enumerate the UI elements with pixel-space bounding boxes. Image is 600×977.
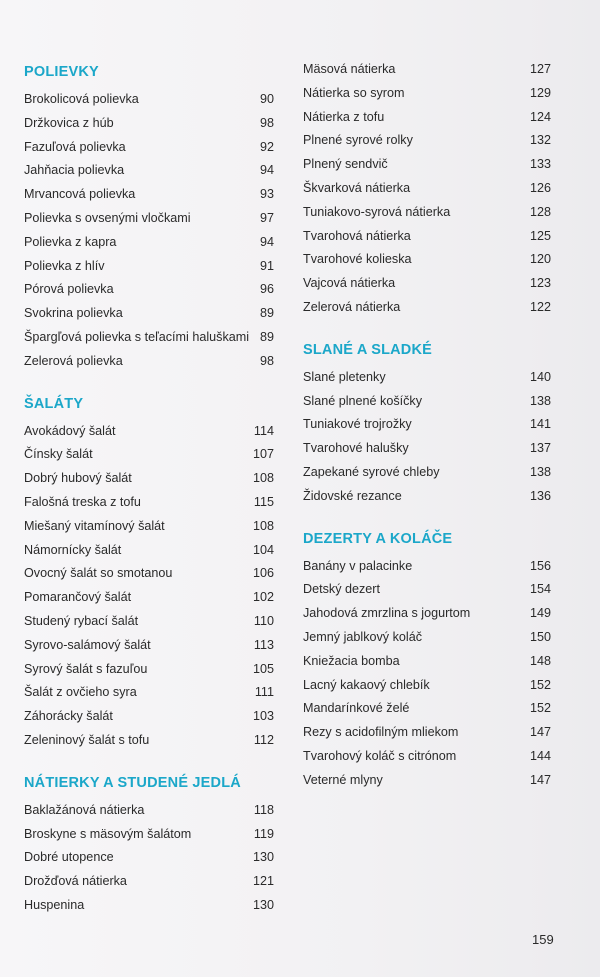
- recipe-page-number: 140: [529, 369, 551, 384]
- recipe-page-number: 152: [529, 677, 551, 692]
- recipe-page-number: 148: [529, 653, 551, 668]
- recipe-page-number: 154: [529, 582, 551, 597]
- recipe-page-number: 121: [252, 874, 274, 889]
- recipe-name: Tvarohové halušky: [303, 441, 409, 456]
- section-title: DEZERTY A KOLÁČE: [303, 530, 453, 547]
- recipe-name: Tvarohové kolieska: [303, 252, 412, 267]
- index-entry: [24, 610, 274, 634]
- index-entry: [24, 326, 274, 350]
- recipe-page-number: 108: [252, 518, 274, 533]
- recipe-page-number: 122: [529, 299, 551, 314]
- recipe-name: Vajcová nátierka: [303, 276, 396, 291]
- recipe-name: Broskyne s mäsovým šalátom: [24, 826, 192, 841]
- index-entry: [24, 515, 274, 539]
- recipe-page-number: 147: [529, 725, 551, 740]
- recipe-name: Syrovo-salámový šalát: [24, 637, 151, 652]
- entry-list: [24, 420, 274, 753]
- index-entry: [303, 437, 551, 461]
- recipe-page-number: 105: [252, 661, 274, 676]
- recipe-page-number: 124: [529, 109, 551, 124]
- recipe-name: Detský dezert: [303, 582, 380, 597]
- recipe-name: Slané pletenky: [303, 369, 386, 384]
- recipe-name: Drožďová nátierka: [24, 874, 127, 889]
- recipe-page-number: 115: [253, 494, 274, 509]
- index-entry: [303, 485, 551, 509]
- recipe-name: Syrový šalát s fazuľou: [24, 661, 148, 676]
- recipe-page-number: 91: [259, 258, 274, 273]
- recipe-page-number: 136: [529, 488, 551, 503]
- section-title: NÁTIERKY A STUDENÉ JEDLÁ: [24, 774, 241, 791]
- index-entry: [303, 674, 551, 698]
- index-entry: [24, 231, 274, 255]
- index-entry: [303, 650, 551, 674]
- recipe-name: Zeleninový šalát s tofu: [24, 732, 150, 747]
- index-entry: [24, 159, 274, 183]
- recipe-name: Zapekané syrové chleby: [303, 464, 440, 479]
- section-title: POLIEVKY: [24, 64, 99, 80]
- recipe-name: Čínsky šalát: [24, 447, 93, 462]
- recipe-name: Mrvancová polievka: [24, 187, 136, 202]
- index-entry: [24, 705, 274, 729]
- recipe-name: Avokádový šalát: [24, 423, 116, 438]
- recipe-name: Mäsová nátierka: [303, 62, 396, 76]
- index-column-left: [24, 62, 274, 918]
- index-entry: [303, 272, 551, 296]
- recipe-name: Dobrý hubový šalát: [24, 471, 132, 486]
- index-entry: [24, 112, 274, 136]
- recipe-page-number: 90: [259, 92, 274, 106]
- recipe-name: Huspenina: [24, 897, 85, 912]
- recipe-name: Ovocný šalát so smotanou: [24, 566, 173, 581]
- recipe-page-number: 94: [259, 234, 274, 249]
- recipe-page-number: 149: [529, 606, 551, 621]
- recipe-page-number: 110: [253, 613, 274, 628]
- entry-list: [24, 88, 274, 374]
- recipe-name: Pórová polievka: [24, 282, 114, 297]
- recipe-name: Námornícky šalát: [24, 542, 122, 557]
- index-entry: [303, 106, 551, 130]
- recipe-page-number: 120: [529, 252, 551, 267]
- recipe-name: Zelerová polievka: [24, 353, 123, 368]
- recipe-name: Tvarohový koláč s citrónom: [303, 748, 457, 763]
- recipe-page-number: 144: [529, 748, 551, 763]
- recipe-name: Slané plnené košíčky: [303, 393, 423, 408]
- recipe-page-number: 138: [529, 464, 551, 479]
- recipe-page-number: 108: [252, 471, 274, 486]
- recipe-page-number: 132: [529, 133, 551, 148]
- index-entry: [24, 207, 274, 231]
- section-savory-sweet: [303, 340, 551, 509]
- index-entry: [303, 153, 551, 177]
- index-entry: [24, 302, 274, 326]
- recipe-name: Tvarohová nátierka: [303, 228, 411, 243]
- recipe-page-number: 128: [529, 204, 551, 219]
- index-entry: [24, 870, 274, 894]
- index-entry: [24, 350, 274, 374]
- recipe-name: Falošná treska z tofu: [24, 494, 141, 509]
- section-salads: [24, 394, 274, 753]
- recipe-name: Rezy s acidofilným mliekom: [303, 725, 459, 740]
- recipe-name: Mandarínkové želé: [303, 701, 410, 716]
- index-entry: [24, 539, 274, 563]
- recipe-name: Nátierka z tofu: [303, 109, 385, 124]
- recipe-name: Záhorácky šalát: [24, 709, 113, 724]
- recipe-name: Škvarková nátierka: [303, 180, 411, 195]
- recipe-page-number: 114: [253, 423, 274, 438]
- index-entry: [24, 420, 274, 444]
- recipe-name: Jemný jablkový koláč: [303, 629, 422, 644]
- index-entry: [24, 562, 274, 586]
- recipe-name: Svokrina polievka: [24, 306, 123, 321]
- recipe-name: Plnené syrové rolky: [303, 133, 413, 148]
- recipe-name: Polievka z kapra: [24, 234, 117, 249]
- recipe-page-number: 98: [259, 115, 274, 130]
- index-entry: [24, 681, 274, 705]
- recipe-page-number: 156: [529, 558, 551, 573]
- recipe-name: Fazuľová polievka: [24, 139, 126, 154]
- section-title: SLANÉ A SLADKÉ: [303, 341, 433, 358]
- recipe-name: Židovské rezance: [303, 488, 402, 503]
- index-entry: [303, 129, 551, 153]
- recipe-name: Tuniakovo-syrová nátierka: [303, 204, 451, 219]
- recipe-name: Jahodová zmrzlina s jogurtom: [303, 606, 471, 621]
- recipe-name: Veterné mlyny: [303, 772, 383, 787]
- index-entry: [24, 894, 274, 918]
- section-soups: [24, 62, 274, 374]
- recipe-name: Špargľová polievka s teľacími haluškami: [24, 329, 250, 344]
- entry-list: [24, 799, 274, 918]
- index-entry: [303, 745, 551, 769]
- recipe-page-number: 106: [252, 566, 274, 581]
- recipe-name: Lacný kakaový chlebík: [303, 677, 430, 692]
- recipe-page-number: 123: [529, 276, 551, 291]
- index-entry: [24, 278, 274, 302]
- index-column-right: [303, 58, 551, 793]
- index-entry: [303, 225, 551, 249]
- recipe-page-number: 102: [252, 590, 274, 605]
- recipe-page-number: 127: [529, 62, 551, 76]
- recipe-page-number: 112: [253, 732, 274, 747]
- recipe-page-number: 107: [252, 447, 274, 462]
- index-entry: [24, 586, 274, 610]
- recipe-page-number: 130: [252, 850, 274, 865]
- recipe-name: Zelerová nátierka: [303, 299, 401, 314]
- index-entry: [303, 296, 551, 320]
- recipe-name: Dobré utopence: [24, 850, 114, 865]
- recipe-page-number: 129: [529, 85, 551, 100]
- recipe-page-number: 152: [529, 701, 551, 716]
- recipe-page-number: 119: [253, 826, 274, 841]
- index-entry: [303, 58, 551, 82]
- recipe-page-number: 93: [259, 187, 274, 202]
- section-desserts: [303, 529, 551, 793]
- index-entry: [24, 443, 274, 467]
- index-entry: [303, 697, 551, 721]
- index-entry: [303, 721, 551, 745]
- entry-list: [303, 555, 551, 793]
- recipe-page-number: 130: [252, 897, 274, 912]
- recipe-page-number: 97: [259, 210, 274, 225]
- recipe-name: Pomarančový šalát: [24, 590, 132, 605]
- recipe-name: Šalát z ovčieho syra: [24, 685, 137, 700]
- index-entry: [303, 769, 551, 793]
- recipe-name: Plnený sendvič: [303, 157, 388, 172]
- index-entry: [303, 82, 551, 106]
- index-entry: [24, 846, 274, 870]
- recipe-name: Miešaný vitamínový šalát: [24, 518, 165, 533]
- index-entry: [303, 602, 551, 626]
- recipe-page-number: 138: [529, 393, 551, 408]
- index-entry: [24, 823, 274, 847]
- recipe-page-number: 125: [529, 228, 551, 243]
- recipe-page-number: 89: [259, 306, 274, 321]
- recipe-page-number: 96: [259, 282, 274, 297]
- section-spreads: [24, 773, 274, 918]
- recipe-page-number: 113: [253, 637, 274, 652]
- index-entry: [24, 729, 274, 753]
- recipe-name: Jahňacia polievka: [24, 163, 125, 178]
- page-number: 159: [532, 932, 554, 947]
- recipe-name: Baklažánová nátierka: [24, 802, 145, 817]
- recipe-name: Brokolicová polievka: [24, 92, 139, 106]
- recipe-page-number: 111: [254, 685, 274, 700]
- index-entry: [303, 578, 551, 602]
- index-entry: [24, 634, 274, 658]
- index-entry: [303, 413, 551, 437]
- recipe-page-number: 94: [259, 163, 274, 178]
- recipe-page-number: 126: [529, 180, 551, 195]
- recipe-page-number: 150: [529, 629, 551, 644]
- index-entry: [24, 491, 274, 515]
- recipe-name: Polievka s ovsenými vločkami: [24, 210, 191, 225]
- recipe-page-number: 133: [529, 157, 551, 172]
- index-entry: [303, 555, 551, 579]
- recipe-page-number: 92: [259, 139, 274, 154]
- index-entry: [24, 183, 274, 207]
- index-entry: [303, 177, 551, 201]
- recipe-name: Polievka z hlív: [24, 258, 105, 273]
- index-entry: [24, 467, 274, 491]
- index-entry: [303, 626, 551, 650]
- recipe-page-number: 89: [259, 329, 274, 344]
- recipe-page-number: 147: [529, 772, 551, 787]
- entry-list-continued: [303, 58, 551, 320]
- recipe-name: Banány v palacinke: [303, 558, 413, 573]
- recipe-name: Kniežacia bomba: [303, 653, 400, 668]
- index-entry: [303, 201, 551, 225]
- section-title: ŠALÁTY: [24, 395, 84, 412]
- recipe-name: Držkovica z húb: [24, 115, 114, 130]
- recipe-page-number: 118: [253, 802, 274, 817]
- index-entry: [24, 255, 274, 279]
- index-entry: [303, 248, 551, 272]
- recipe-name: Studený rybací šalát: [24, 613, 139, 628]
- recipe-page-number: 104: [252, 542, 274, 557]
- recipe-page-number: 137: [529, 441, 551, 456]
- index-entry: [24, 136, 274, 160]
- index-entry: [24, 88, 274, 112]
- entry-list: [303, 366, 551, 509]
- index-entry: [24, 658, 274, 682]
- index-entry: [303, 390, 551, 414]
- index-entry: [303, 366, 551, 390]
- index-entry: [303, 461, 551, 485]
- recipe-page-number: 103: [252, 709, 274, 724]
- index-entry: [24, 799, 274, 823]
- recipe-name: Nátierka so syrom: [303, 85, 405, 100]
- recipe-page-number: 98: [259, 353, 274, 368]
- recipe-page-number: 141: [529, 417, 551, 432]
- recipe-name: Tuniakové trojrožky: [303, 417, 412, 432]
